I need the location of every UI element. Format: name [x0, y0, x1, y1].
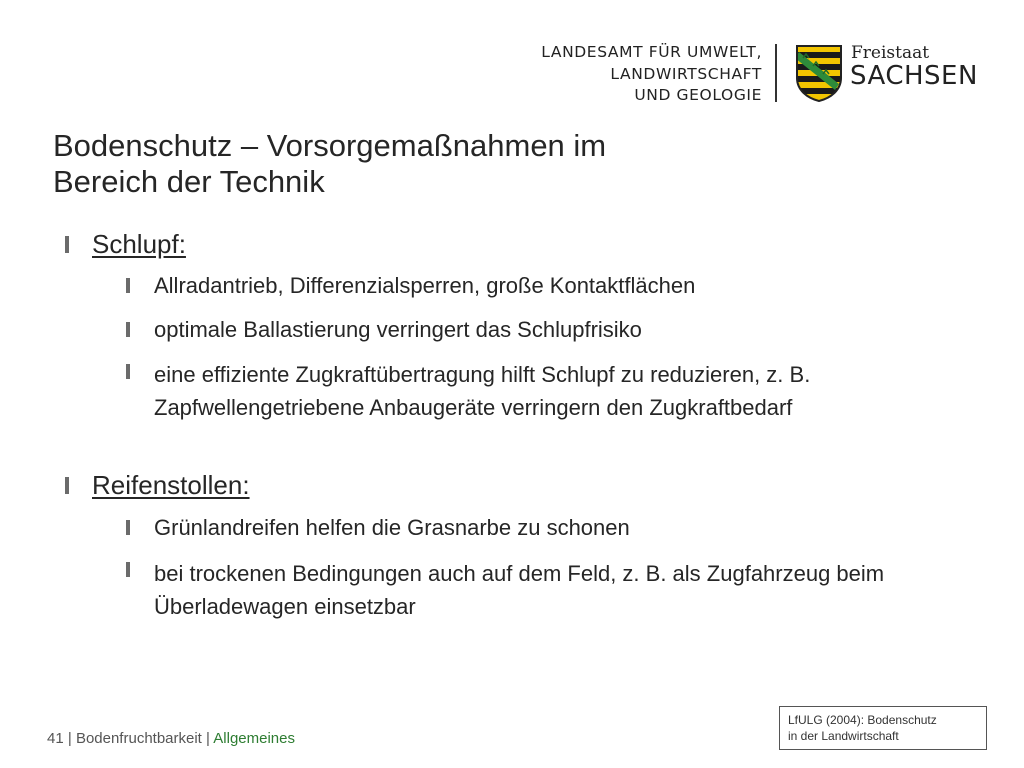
slide-title-line-2: Bereich der Technik: [53, 164, 325, 199]
footer-subsection: Allgemeines: [213, 730, 295, 747]
logo-divider: [775, 44, 777, 102]
slide-title: [53, 128, 773, 200]
saxony-crest-icon: [795, 44, 843, 102]
list-item: eine effiziente Zugkraftübertragung hilft Schlupf zu reduzieren, z. B. Zapfwellengetriebene Anbaugeräte verringern den Zugkraftbedarf: [154, 362, 811, 420]
list-item: Allradantrieb, Differenzialsperren, große Kontaktflächen: [154, 273, 696, 298]
agency-name-line: LANDESAMT FÜR UMWELT,: [541, 43, 762, 61]
list-item: optimale Ballastierung verringert das Schlupfrisiko: [154, 317, 642, 342]
slide-footer: [47, 730, 295, 747]
sachsen-label: SACHSEN: [850, 61, 978, 91]
section-heading-reifenstollen: Reifenstollen:: [92, 470, 250, 500]
source-line-1: LfULG (2004): Bodenschutz: [788, 713, 937, 727]
slide-title-line-1: Bodenschutz – Vorsorgemaßnahmen im: [53, 128, 607, 163]
bullet-marker: [126, 562, 130, 577]
agency-name-line: LANDWIRTSCHAFT: [610, 64, 762, 83]
footer-separator: |: [206, 730, 210, 747]
agency-name-line: UND GEOLOGIE: [634, 86, 762, 104]
bullet-marker: [126, 278, 130, 293]
footer-separator: |: [67, 730, 72, 747]
source-citation: [779, 706, 987, 750]
bullet-marker: [65, 236, 69, 253]
bullet-marker: [126, 520, 130, 535]
bullet-marker: [126, 322, 130, 337]
bullet-marker: [65, 477, 69, 494]
agency-name: [540, 42, 762, 107]
freistaat-label: Freistaat: [851, 43, 930, 63]
section-heading-schlupf: Schlupf:: [92, 229, 186, 259]
page-number: 41: [47, 730, 64, 747]
list-item: Grünlandreifen helfen die Grasnarbe zu schonen: [154, 515, 630, 540]
bullet-marker: [126, 364, 130, 379]
source-line-2: in der Landwirtschaft: [788, 729, 899, 743]
footer-section: Bodenfruchtbarkeit: [75, 730, 202, 747]
list-item: bei trockenen Bedingungen auch auf dem Feld, z. B. als Zugfahrzeug beim Überladewagen einsetzbar: [154, 561, 885, 619]
